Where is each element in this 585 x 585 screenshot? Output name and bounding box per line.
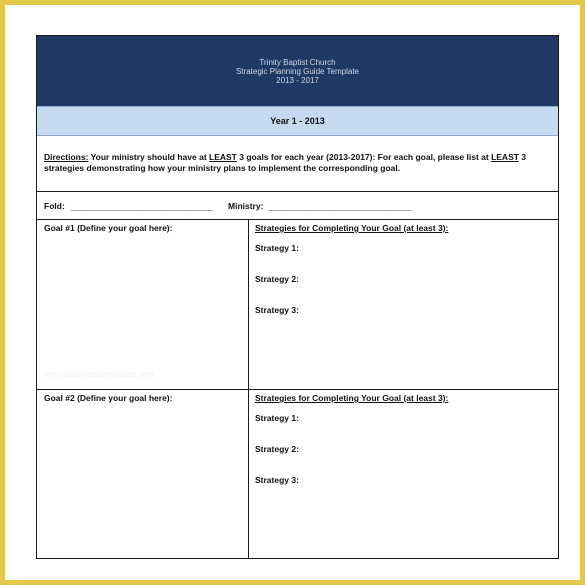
goal-2-label: Goal #2 (Define your goal here):	[44, 393, 173, 403]
directions-part3: 3 strategies demonstrating how your ministry plans to implement the corresponding goal.	[44, 152, 527, 173]
goal-1-strategy-2-label: Strategy 2:	[255, 274, 299, 284]
watermark: www.allbusinesstemplates.com	[43, 370, 154, 379]
year-label: Year 1 - 2013	[270, 116, 325, 126]
goal-2-cell[interactable]	[37, 390, 249, 558]
goal-1-strategies-title: Strategies for Completing Your Goal (at least 3):	[255, 223, 449, 233]
year-range: 2013 - 2017	[276, 75, 319, 85]
church-name: Trinity Baptist Church	[259, 57, 336, 67]
goal-1-strategy-1-label: Strategy 1:	[255, 243, 299, 253]
least-emphasis-2: LEAST	[491, 152, 519, 162]
least-emphasis-1: LEAST	[209, 152, 237, 162]
directions-text	[37, 136, 558, 192]
planning-guide-page	[36, 35, 559, 559]
fold-ministry-row	[37, 192, 558, 220]
directions-part1: Your ministry should have at	[88, 152, 210, 162]
ministry-label: Ministry:	[228, 201, 264, 211]
goal-2-strategy-2-label: Strategy 2:	[255, 444, 299, 454]
goal-2-strategies-cell[interactable]	[249, 390, 558, 558]
goal-2-strategies-title: Strategies for Completing Your Goal (at least 3):	[255, 393, 449, 403]
header-block	[37, 36, 558, 106]
goal-1-strategies-cell[interactable]	[249, 220, 558, 389]
goal-1-label: Goal #1 (Define your goal here):	[44, 223, 173, 233]
goal-1-strategy-3-label: Strategy 3:	[255, 305, 299, 315]
fold-label: Fold:	[44, 201, 65, 211]
directions-part2: 3 goals for each year (2013-2017): For each goal, please list at	[236, 152, 492, 162]
goal-2-strategy-1-label: Strategy 1:	[255, 413, 299, 423]
goal-1-cell[interactable]	[37, 220, 249, 389]
directions-label: Directions:	[44, 152, 89, 162]
goal-2-strategy-3-label: Strategy 3:	[255, 475, 299, 485]
guide-subtitle: Strategic Planning Guide Template	[235, 66, 360, 76]
ministry-blank-field[interactable]: ______________________________	[269, 201, 411, 211]
goal-row-2	[37, 390, 558, 558]
year-bar	[37, 106, 558, 136]
fold-blank-field[interactable]: ______________________________	[71, 201, 213, 211]
goal-row-1	[37, 220, 558, 390]
